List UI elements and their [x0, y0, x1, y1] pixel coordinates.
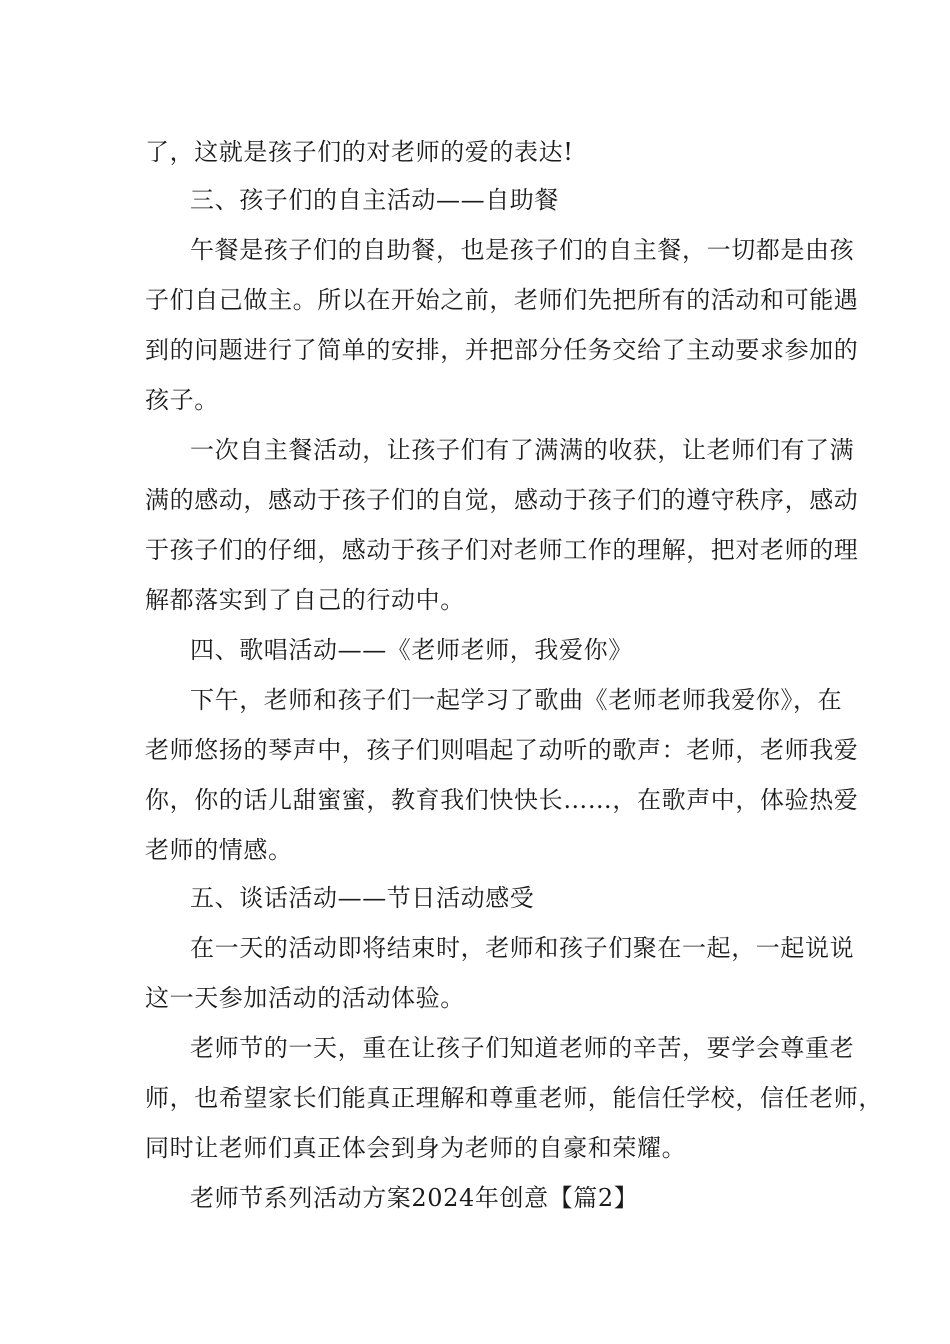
paragraph-line: 午餐是孩子们的自助餐，也是孩子们的自主餐，一切都是由孩 [190, 236, 855, 264]
paragraph-line: 在一天的活动即将结束时，老师和孩子们聚在一起，一起说说 [190, 934, 855, 962]
paragraph-line: 到的问题进行了简单的安排，并把部分任务交给了主动要求参加的 [145, 336, 859, 364]
paragraph-line: 一次自主餐活动，让孩子们有了满满的收获，让老师们有了满 [190, 436, 855, 464]
section-heading: 五、谈话活动——节日活动感受 [190, 884, 535, 912]
paragraph-line: 师，也希望家长们能真正理解和尊重老师，能信任学校，信任老师， [145, 1084, 883, 1112]
paragraph-line: 满的感动，感动于孩子们的自觉，感动于孩子们的遵守秩序，感动 [145, 486, 859, 514]
paragraph-line: 于孩子们的仔细，感动于孩子们对老师工作的理解，把对老师的理 [145, 536, 859, 564]
paragraph-line: 子们自己做主。所以在开始之前，老师们先把所有的活动和可能遇 [145, 286, 859, 314]
paragraph-line: 孩子。 [145, 386, 219, 414]
article-section-title: 老师节系列活动方案2024年创意【篇2】 [190, 1184, 639, 1212]
section-heading: 三、孩子们的自主活动——自助餐 [190, 186, 559, 214]
paragraph-line: 同时让老师们真正体会到身为老师的自豪和荣耀。 [145, 1134, 687, 1162]
paragraph-line: 这一天参加活动的活动体验。 [145, 984, 465, 1012]
section-heading: 四、歌唱活动——《老师老师，我爱你》 [190, 636, 633, 664]
paragraph-line: 解都落实到了自己的行动中。 [145, 586, 465, 614]
paragraph-line: 下午，老师和孩子们一起学习了歌曲《老师老师我爱你》，在 [190, 686, 843, 714]
paragraph-line: 老师的情感。 [145, 836, 293, 864]
paragraph-line: 你，你的话儿甜蜜蜜，教育我们快快长……，在歌声中，体验热爱 [145, 786, 859, 814]
paragraph-line: 老师悠扬的琴声中，孩子们则唱起了动听的歌声：老师，老师我爱 [145, 736, 859, 764]
paragraph-line: 了，这就是孩子们的对老师的爱的表达! [145, 138, 574, 166]
paragraph-line: 老师节的一天，重在让孩子们知道老师的辛苦，要学会尊重老 [190, 1034, 855, 1062]
